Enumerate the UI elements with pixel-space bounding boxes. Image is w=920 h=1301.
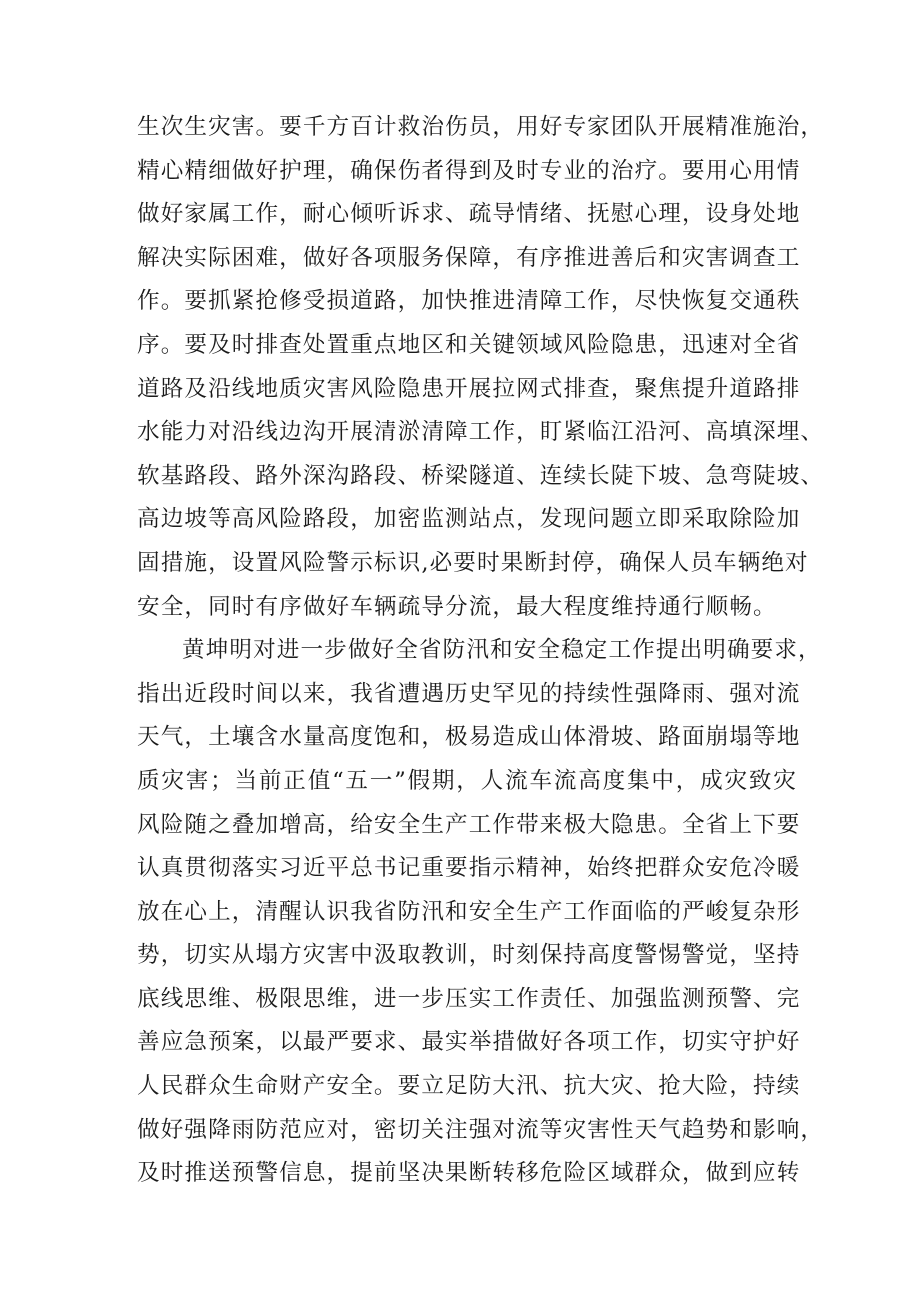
text-line: 做好强降雨防范应对，密切关注强对流等灾害性天气趋势和影响，	[137, 1116, 825, 1143]
text-line: 人民群众生命财产安全。要立足防大汛、抗大灾、抢大险，持续	[137, 1073, 801, 1100]
text-line: 解决实际困难，做好各项服务保障，有序推进善后和灾害调查工	[137, 244, 801, 271]
text-line: 指出近段时间以来，我省遭遇历史罕见的持续性强降雨、强对流	[137, 680, 801, 707]
text-line: 安全，同时有序做好车辆疏导分流，最大程度维持通行顺畅。	[137, 593, 777, 620]
text-line: 固措施，设置风险警示标识,必要时果断封停，确保人员车辆绝对	[137, 549, 809, 576]
text-line: 风险随之叠加增高，给安全生产工作带来极大隐患。全省上下要	[137, 811, 801, 838]
text-line: 天气，土壤含水量高度饱和，极易造成山体滑坡、路面崩塌等地	[137, 724, 801, 751]
text-line: 底线思维、极限思维，进一步压实工作责任、加强监测预警、完	[137, 985, 801, 1012]
text-line: 水能力对沿线边沟开展清淤清障工作，盯紧临江沿河、高填深埋、	[137, 419, 825, 446]
text-line: 放在心上，清醒认识我省防汛和安全生产工作面临的严峻复杂形	[137, 898, 801, 925]
text-line: 高边坡等高风险路段，加密监测站点，发现问题立即采取除险加	[137, 506, 801, 533]
text-line: 及时推送预警信息，提前坚决果断转移危险区域群众，做到应转	[137, 1160, 801, 1187]
document-page	[137, 106, 825, 1196]
text-line: 势，切实从塌方灾害中汲取教训，时刻保持高度警惕警觉，坚持	[137, 942, 801, 969]
text-line: 黄坤明对进一步做好全省防汛和安全稳定工作提出明确要求，	[182, 637, 822, 664]
text-line: 善应急预案，以最严要求、最实举措做好各项工作，切实守护好	[137, 1029, 801, 1056]
text-line: 精心精细做好护理，确保伤者得到及时专业的治疗。要用心用情	[137, 157, 801, 184]
text-line: 认真贯彻落实习近平总书记重要指示精神，始终把群众安危冷暖	[137, 855, 801, 882]
text-line: 软基路段、路外深沟路段、桥梁隧道、连续长陡下坡、急弯陡坡、	[137, 462, 825, 489]
text-line: 质灾害；当前正值“五一”假期，人流车流高度集中，成灾致灾	[137, 767, 797, 794]
text-line: 作。要抓紧抢修受损道路，加快推进清障工作，尽快恢复交通秩	[137, 288, 801, 315]
paragraph-2	[137, 629, 825, 1196]
text-line: 生次生灾害。要千方百计救治伤员，用好专家团队开展精准施治，	[137, 114, 825, 140]
text-line: 序。要及时排查处置重点地区和关键领域风险隐患，迅速对全省	[137, 331, 801, 358]
text-line: 做好家属工作，耐心倾听诉求、疏导情绪、抚慰心理，设身处地	[137, 201, 801, 228]
paragraph-1	[137, 106, 825, 629]
text-line: 道路及沿线地质灾害风险隐患开展拉网式排查，聚焦提升道路排	[137, 375, 801, 402]
